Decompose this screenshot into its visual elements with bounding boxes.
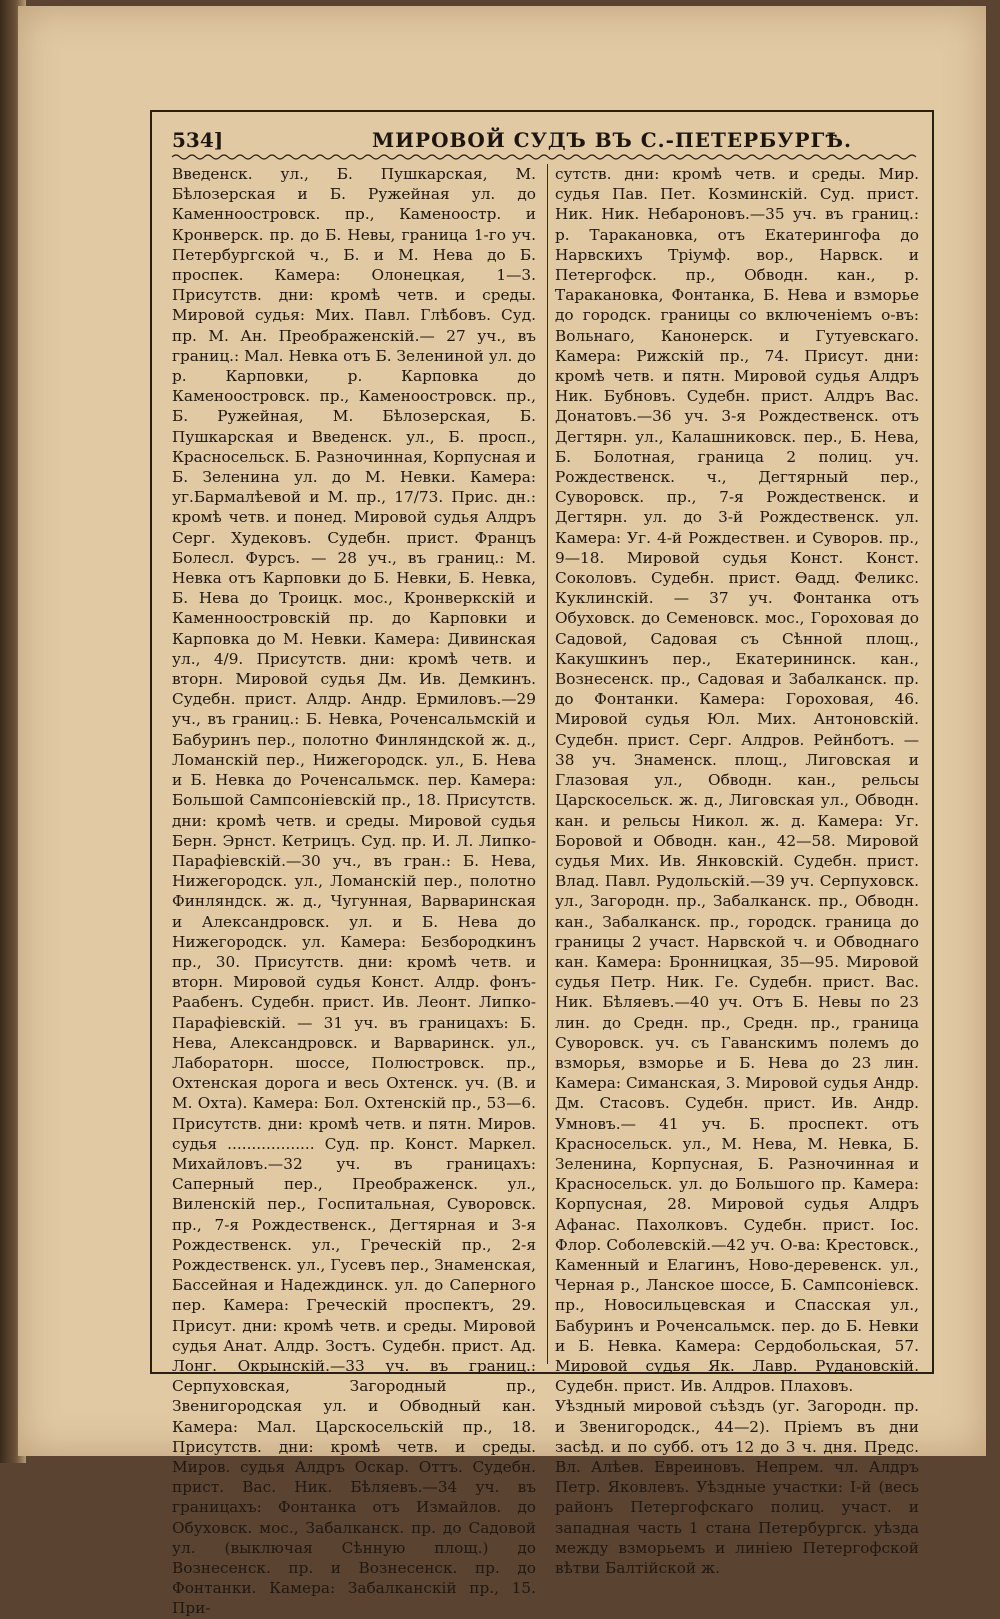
- column-divider: [547, 164, 548, 1364]
- text-column-right: сутств. дни: кромѣ четв. и среды. Мир. судья Пав. Пет. Козминскій. Суд. прист. Ник. Ник. Небароновъ.—35 уч. въ границ.: р. Таракановка, отъ Екатерингофа до Нарвскихъ Тріумф. вор., Нарвск. и Петергофск. пр., Обводн. кан., р. Таракановка, Фонтанка, Б. Нева и взморье до городск. границы со включеніемъ о-въ: Вольнаго, Канонерск. и Гутуевскаго. Камера: Рижскій пр., 74. Присут. дни: кромѣ четв. и пятн. Мировой судья Алдръ Ник. Бубновъ. Судебн. прист. Алдръ Вас. Донатовъ.—36 уч. 3-я Рождественск. отъ Дегтярн. ул., Калашниковск. пер., Б. Нева, Б. Болотная, граница 2 полиц. уч. Рождественск. ч., Дегтярный пер., Суворовск. пр., 7-я Рождественск. и Дегтярн. ул. до 3-й Рождественск. ул. Камера: Уг. 4-й Рождествен. и Суворов. пр., 9—18. Мировой судья Конст. Конст. Соколовъ. Судебн. прист. Ѳадд. Феликс. Куклинскій. — 37 уч. Фонтанка отъ Обуховск. до Семеновск. мос., Гороховая до Садовой, Садовая съ Сѣнной площ., Какушкинъ пер., Екатерининск. кан., Вознесенск. пр., Садовая и Забалканск. пр. до Фонтанки. Камера: Гороховая, 46. Мировой судья Юл. Мих. Антоновскій. Судебн. прист. Серг. Алдров. Рейнботъ. — 38 уч. Знаменск. площ., Лиговская и Глазовая ул., Обводн. кан., рельсы Царскосельск. ж. д., Лиговская ул., Обводн. кан. и рельсы Никол. ж. д. Камера: Уг. Боровой и Обводн. кан., 42—58. Мировой судья Мих. Ив. Янковскій. Судебн. прист. Влад. Павл. Рудольскій.—39 уч. Серпуховск. ул., Загородн. пр., Забалканск. пр., Обводн. кан., Забалканск. пр., городск. граница до границы 2 участ. Нарвской ч. и Обводнаго кан. Камера: Бронницкая, 35—95. Мировой судья Петр. Ник. Ге. Судебн. прист. Вас. Ник. Бѣляевъ.—40 уч. Отъ Б. Невы по 23 лин. до Средн. пр., Средн. пр., граница Суворовск. уч. съ Гаванскимъ полемъ до взморья, взморье и Б. Нева до 23 лин. Камера: Симанская, 3. Мировой судья Андр. Дм. Стасовъ. Судебн. прист. Ив. Андр. Умновъ.— 41 уч. Б. проспект. отъ Красносельск. ул., М. Нева, М. Невка, Б. Зеленина, Корпусная, Б. Разночинная и Красносельск. ул. до Большого пр. Камера: Корпусная, 28. Мировой судья Алдръ Афанас. Пахолковъ. Судебн. прист. Іос. Флор. Соболевскій.—42 уч. О-ва: Крестовск., Каменный и Елагинъ, Ново-деревенск. ул., Черная р., Ланское шоссе, Б. Сампсоніевск. пр., Новосильцевская и Спасская ул., Бабуринъ и Роченсальмск. пер. до Б. Невки и Б. Невка. Камера: Сердобольская, 57. Мировой судья Як. Лавр. Рудановскій. Судебн. прист. Ив. Алдров. Плаховъ. Уѣздный мировой съѣздъ (уг. Загородн. пр. и Звенигородск., 44—2). Пріемъ въ дни засѣд. и по субб. отъ 12 до 3 ч. дня. Предс. Вл. Алѣев. Евреиновъ. Непрем. чл. Алдръ Петр. Яковлевъ. Уѣздные участки: I-й (весь районъ Петергофскаго полиц. участ. и западная часть 1 стана Петербургск. уѣзда между взморьемъ и линіею Петергофской вѣтви Балтійской ж.: [555, 165, 919, 1578]
- running-title: МИРОВОЙ СУДЪ ВЪ С.-ПЕТЕРБУРГѢ.: [372, 128, 852, 152]
- text-column-left: Введенск. ул., Б. Пушкарская, М. Бѣлозерская и Б. Ружейная ул. до Каменноостровск. пр., Каменоостр. и Кронверск. пр. до Б. Невы, граница 1-го уч. Петербургской ч., Б. и М. Нева до Б. проспек. Камера: Олонецкая, 1—3. Присутств. дни: кромѣ четв. и среды. Мировой судья: Мих. Павл. Глѣбовъ. Суд. пр. М. Ан. Преображенскій.— 27 уч., въ границ.: Мал. Невка отъ Б. Зелениной ул. до р. Карповки, р. Карповка до Каменоостровск. пр., Каменоостровск. пр., Б. Ружейная, М. Бѣлозерская, Б. Пушкарская и Введенск. ул., Б. просп., Красносельск. Б. Разночинная, Корпусная и Б. Зеленина ул. до М. Невки. Камера: уг.Бармалѣевой и М. пр., 17/73. Прис. дн.: кромѣ четв. и понед. Мировой судья Алдръ Серг. Худековъ. Судебн. прист. Францъ Болесл. Фурсъ. — 28 уч., въ границ.: М. Невка отъ Карповки до Б. Невки, Б. Невка, Б. Нева до Троицк. мос., Кронверкскій и Каменноостровскій пр. до Карповки и Карповка до М. Невки. Камера: Дивинская ул., 4/9. Присутств. дни: кромѣ четв. и вторн. Мировой судья Дм. Ив. Демкинъ. Судебн. прист. Алдр. Андр. Ермиловъ.—29 уч., въ границ.: Б. Невка, Роченсальмскій и Бабуринъ пер., полотно Финляндской ж. д., Ломанскій пер., Нижегородск. ул., Б. Нева и Б. Невка до Роченсальмск. пер. Камера: Большой Сампсоніевскій пр., 18. Присутств. дни: кромѣ четв. и среды. Мировой судья Берн. Эрнст. Кетрицъ. Суд. пр. И. Л. Липко-Парафіевскій.—30 уч., въ гран.: Б. Нева, Нижегородск. ул., Ломанскій пер., полотно Финляндск. ж. д., Чугунная, Варваринская и Александровск. ул. и Б. Нева до Нижегородск. ул. Камера: Безбородкинъ пр., 30. Присутств. дни: кромѣ четв. и вторн. Мировой судья Конст. Алдр. фонъ-Раабенъ. Судебн. прист. Ив. Леонт. Липко-Парафіевскій. — 31 уч. въ границахъ: Б. Нева, Александровск. и Варваринск. ул., Лабораторн. шоссе, Полюстровск. пр., Охтенская дорога и весь Охтенск. уч. (В. и М. Охта). Камера: Бол. Охтенскій пр., 53—6. Присутств. дни: кромѣ четв. и пятн. Миров. судья .................. Суд. пр. Конст. Маркел. Михайловъ.—32 уч. въ границахъ: Саперный пер., Преображенск. ул., Виленскій пер., Госпитальная, Суворовск. пр., 7-я Рождественск., Дегтярная и 3-я Рождественск. ул., Греческій пр., 2-я Рождественск. ул., Гусевъ пер., Знаменская, Бассейная и Надеждинск. ул. до Саперного пер. Камера: Греческій проспектъ, 29. Присут. дни: кромѣ четв. и среды. Мировой судья Анат. Алдр. Зостъ. Судебн. прист. Ад. Лонг. Окрынскій.—33 уч. въ границ.: Серпуховская, Загородный пр., Звенигородская ул. и Обводный кан. Камера: Мал. Царскосельскій пр., 18. Присутств. дни: кромѣ четв. и среды. Миров. судья Алдръ Оскар. Оттъ. Судебн. прист. Вас. Ник. Бѣляевъ.—34 уч. въ границахъ: Фонтанка отъ Измайлов. до Обуховск. мос., Забалканск. пр. до Садовой ул. (выключая Сѣнную площ.) до Вознесенск. пр. и Вознесенск. пр. до Фонтанки. Камера: Забалканскій пр., 15. При-: [172, 165, 536, 1618]
- page-number: 534]: [172, 128, 224, 152]
- wavy-rule: [172, 152, 912, 162]
